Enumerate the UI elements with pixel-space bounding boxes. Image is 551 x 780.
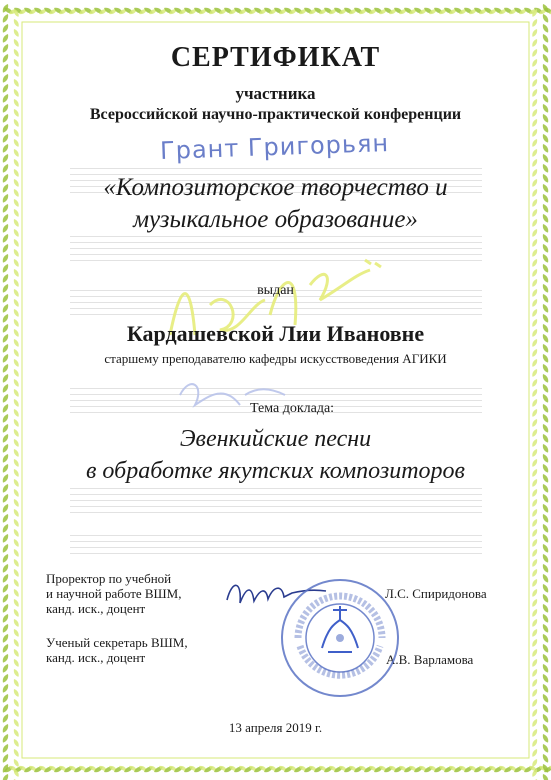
topic-line2: в обработке якутских композиторов — [86, 458, 465, 484]
signatory2-title-line: Ученый секретарь ВШМ, — [46, 635, 188, 650]
issued-label: выдан — [257, 283, 294, 298]
topic-line1: Эвенкийские песни — [179, 426, 372, 452]
conference-title-line2: музыкальное образование» — [133, 206, 418, 233]
staff-lines — [70, 535, 482, 559]
staff-lines — [70, 488, 482, 518]
topic-label: Тема доклада: — [250, 401, 335, 416]
certificate-subtitle: участника — [235, 84, 316, 103]
handwritten-name: Грант Григорьян — [159, 129, 390, 165]
signatory2-title-line: канд. иск., доцент — [46, 650, 146, 665]
conference-title-line1: «Композиторское творчество и — [103, 174, 448, 201]
conference-type: Всероссийской научно-практической конференции — [89, 106, 462, 123]
signatory2-title — [46, 635, 188, 665]
certificate-title: СЕРТИФИКАТ — [170, 42, 381, 73]
signatory2-name: А.В. Варламова — [386, 652, 474, 667]
recipient-position: старшему преподавателю кафедры искусствоведения АГИКИ — [104, 351, 447, 366]
signatory1-title-line: канд. иск., доцент — [46, 601, 146, 616]
signatory1-title-line: и научной работе ВШМ, — [46, 586, 182, 601]
signatory1-name: Л.С. Спиридонова — [385, 586, 487, 601]
seal-stamp-icon — [278, 576, 402, 700]
recipient-name: Кардашевской Лии Ивановне — [126, 321, 425, 346]
signatory1-title-line: Проректор по учебной — [46, 571, 172, 586]
signatory1-title — [46, 571, 181, 616]
issue-date: 13 апреля 2019 г. — [228, 720, 323, 735]
